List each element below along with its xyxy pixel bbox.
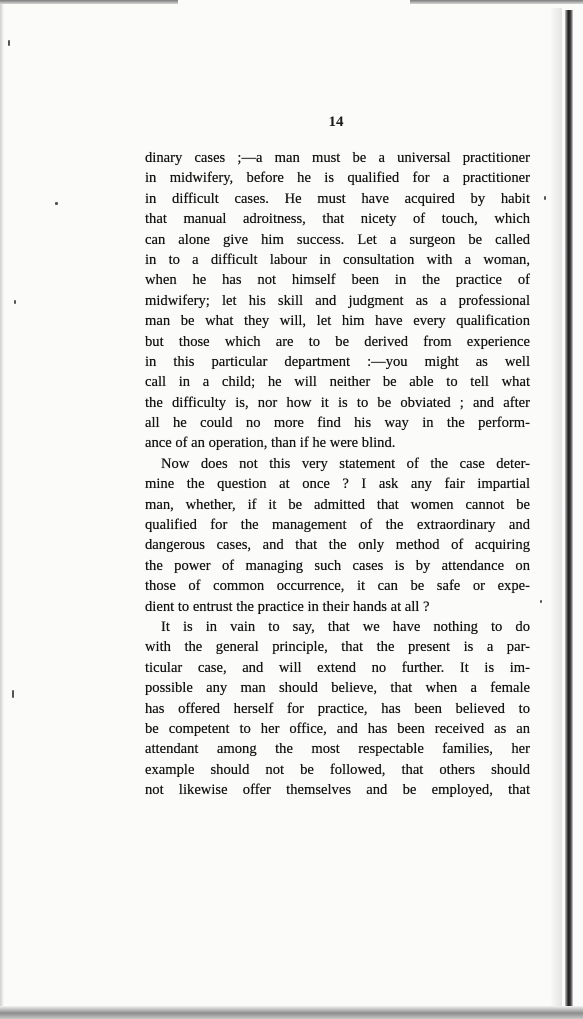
scan-speck xyxy=(14,300,16,304)
paragraph xyxy=(145,617,530,801)
text-line: can alone give him success. Let a surgeon be called xyxy=(145,231,530,248)
scan-speck xyxy=(540,600,542,603)
paragraph xyxy=(145,148,530,454)
page-left-edge xyxy=(0,0,4,1019)
text-line: when he has not himself been in the practice of xyxy=(145,272,530,289)
text-line: It is in vain to say, that we have nothing to do xyxy=(161,618,530,635)
text-line: all he could no more find his way in the perform- xyxy=(145,415,530,432)
text-line: man, whether, if it be admitted that women cannot be xyxy=(145,496,530,513)
text-line: midwifery; let his skill and judgment as a professional xyxy=(145,292,530,309)
page-top-edge-gap xyxy=(178,0,410,6)
text-line: with the general principle, that the present is a par- xyxy=(145,639,530,656)
text-line: ance of an operation, than if he were blind. xyxy=(145,435,396,452)
text-line: dangerous cases, and that the only method of acquiring xyxy=(145,537,530,554)
page-right-edge xyxy=(565,10,573,1010)
page-right-shadow xyxy=(550,8,562,1010)
text-line: in difficult cases. He must have acquired by habit xyxy=(145,190,530,207)
text-line: the difficulty is, nor how it is to be obviated ; and after xyxy=(145,394,530,411)
text-line: attendant among the most respectable families, her xyxy=(145,741,530,758)
text-line: dinary cases ;—a man must be a universal practitioner xyxy=(145,150,530,166)
body-text xyxy=(145,148,530,801)
text-line: be competent to her office, and has been received as an xyxy=(145,720,530,737)
scan-speck xyxy=(544,196,546,200)
scan-speck xyxy=(8,40,10,46)
text-line: in this particular department :—you might as well xyxy=(145,353,530,370)
text-line: in midwifery, before he is qualified for a practitioner xyxy=(145,170,530,187)
text-line: man be what they will, let him have every qualification xyxy=(145,313,530,330)
page-bottom-edge xyxy=(0,1006,583,1019)
text-line: example should not be followed, that others should xyxy=(145,761,530,778)
text-line: ticular case, and will extend no further. It is im- xyxy=(145,659,530,676)
text-line: not likewise offer themselves and be employed, that xyxy=(145,782,530,799)
text-line: mine the question at once ? I ask any fair impartial xyxy=(145,476,530,493)
text-line: call in a child; he will neither be able to tell what xyxy=(145,374,530,391)
scan-speck xyxy=(55,202,58,205)
text-line: Now does not this very statement of the case deter- xyxy=(161,455,530,472)
text-line: but those which are to be derived from experience xyxy=(145,333,530,350)
paragraph xyxy=(145,454,530,617)
scan-speck xyxy=(12,690,14,698)
text-line: the power of managing such cases is by attendance on xyxy=(145,557,530,574)
text-line: qualified for the management of the extraordinary and xyxy=(145,517,530,534)
text-line: dient to entrust the practice in their hands at all ? xyxy=(145,598,430,615)
text-line: possible any man should believe, that when a female xyxy=(145,680,530,697)
text-line: those of common occurrence, it can be safe or expe- xyxy=(145,578,530,595)
text-line: has offered herself for practice, has been believed to xyxy=(145,700,530,717)
page-number: 14 xyxy=(328,114,344,130)
text-line: in to a difficult labour in consultation with a woman, xyxy=(145,251,530,268)
text-line: that manual adroitness, that nicety of touch, which xyxy=(145,211,530,228)
